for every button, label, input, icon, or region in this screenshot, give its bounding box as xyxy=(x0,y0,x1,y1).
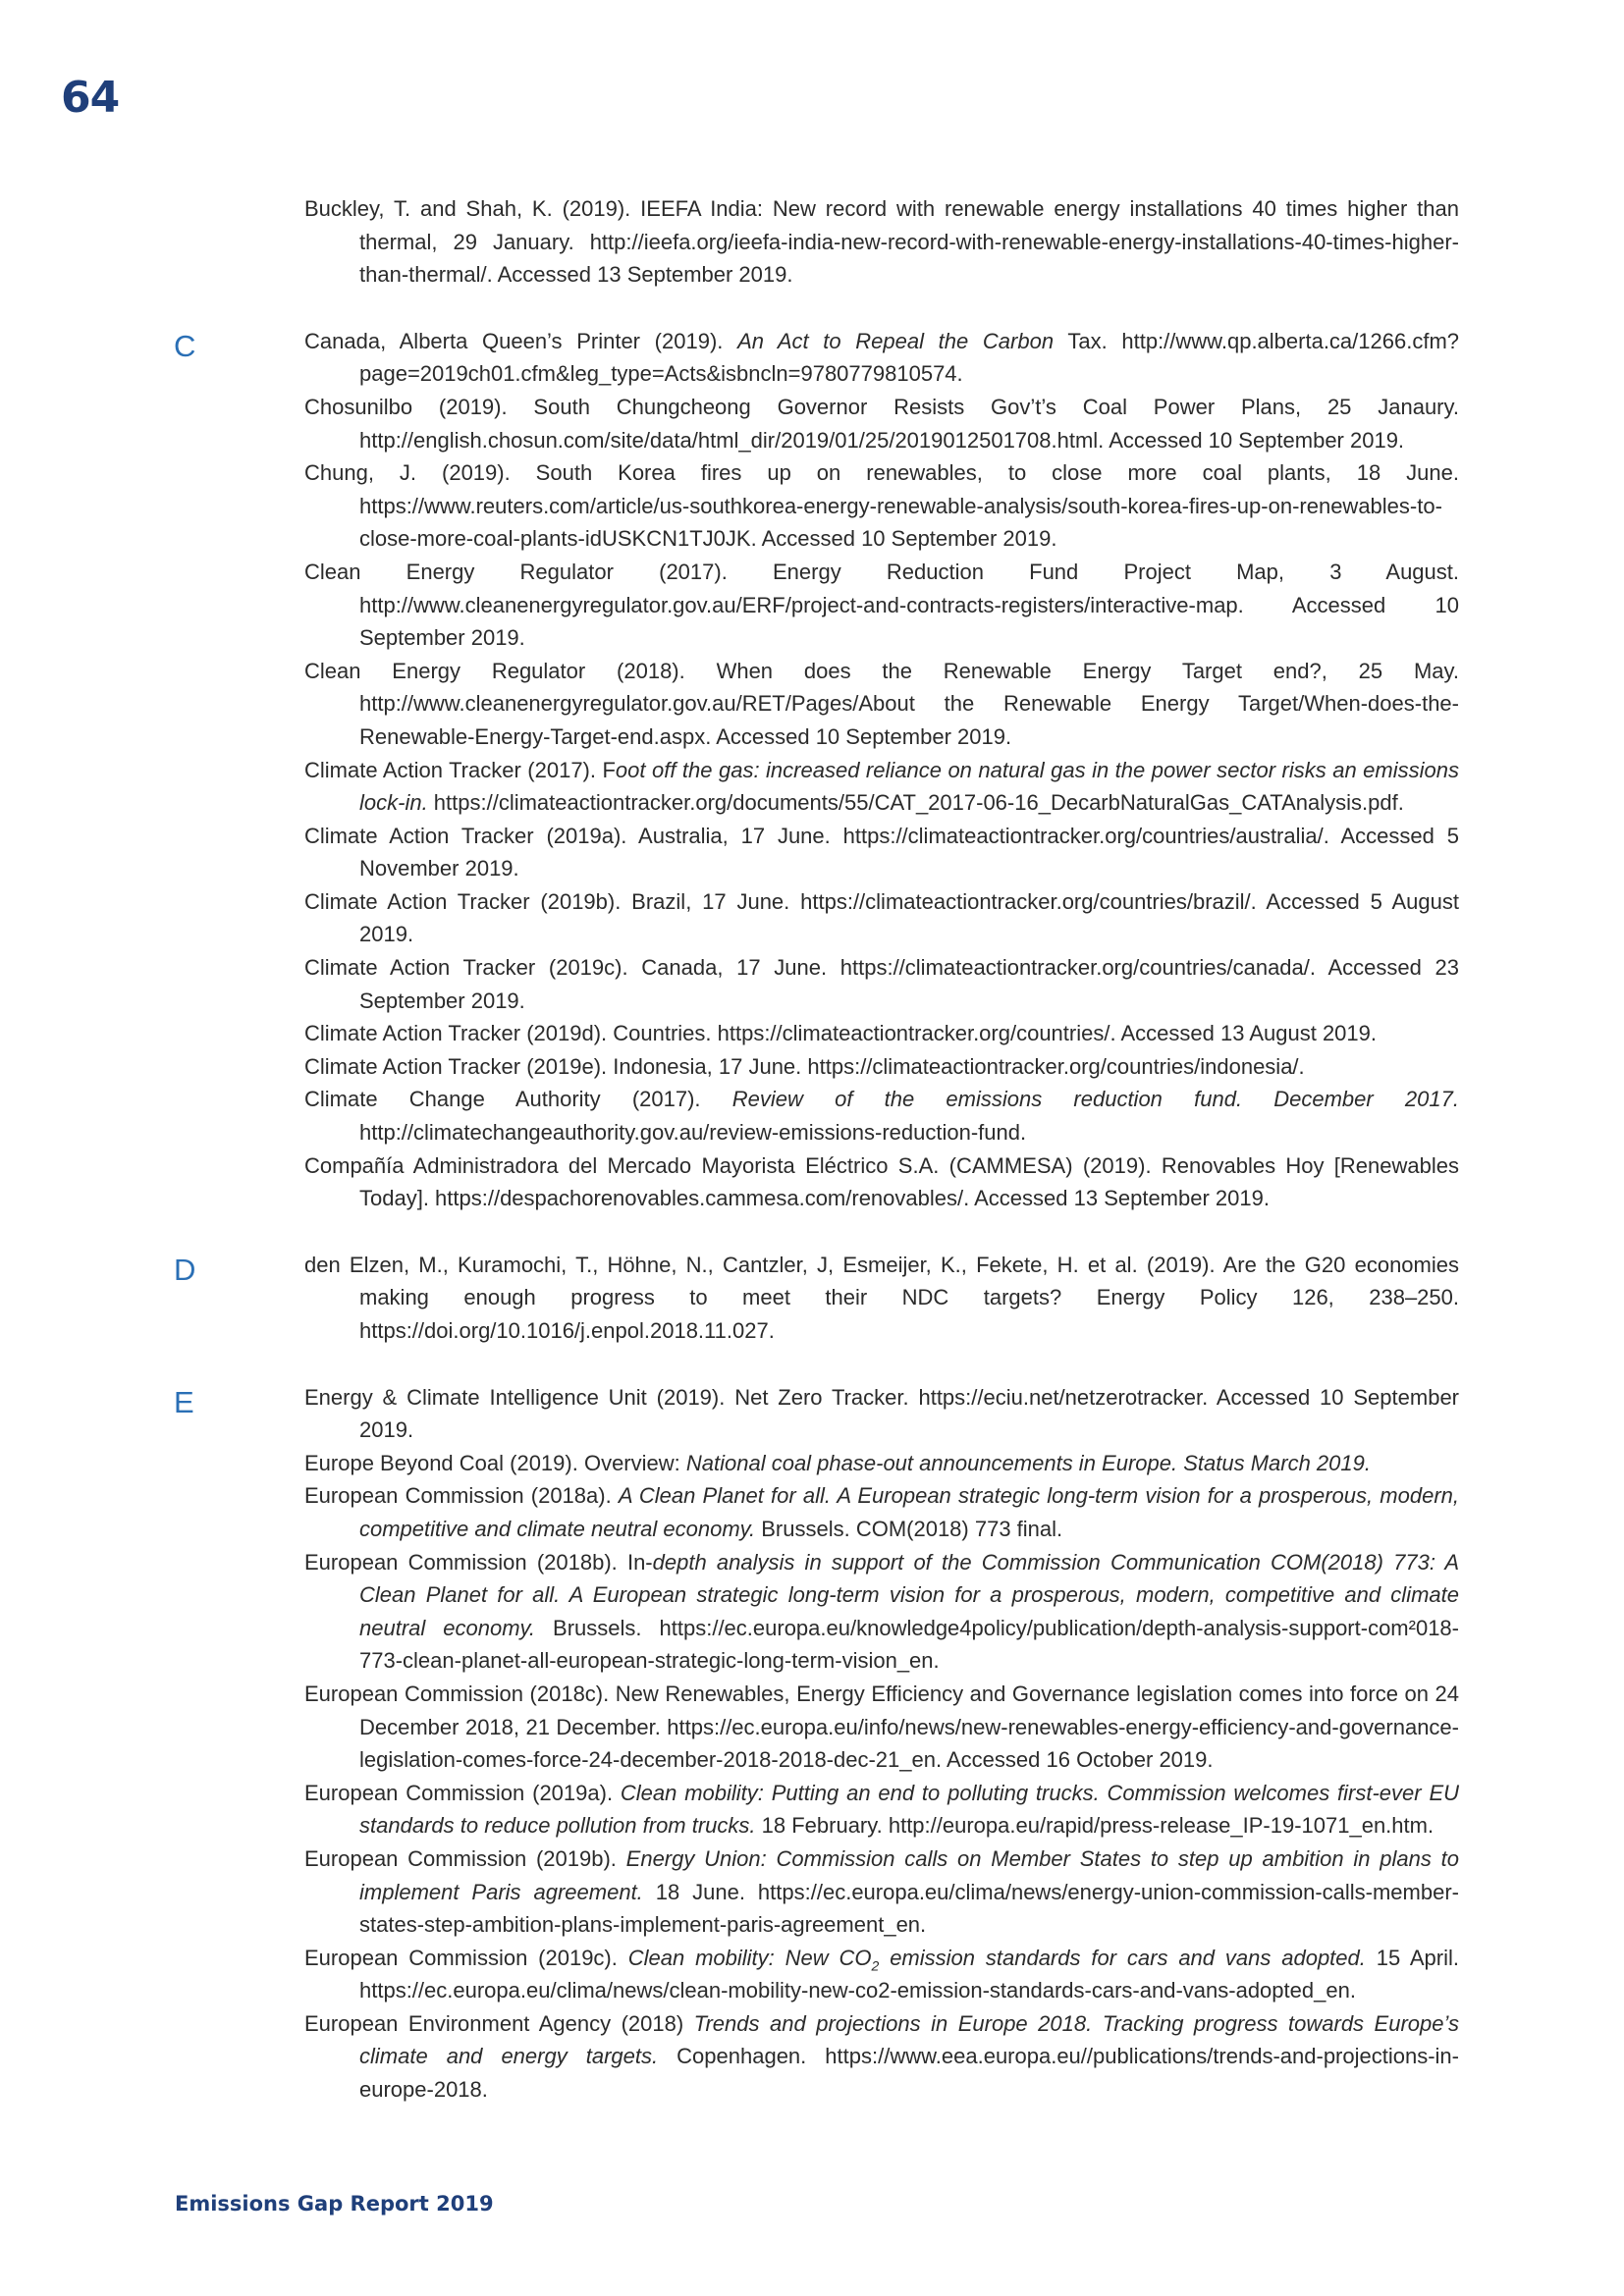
reference-entry: Climate Change Authority (2017). Review of the emissions reduction fund. December 2017. http://climatechangeauthority.gov.au/review-emissions-reduction-fund. xyxy=(304,1087,1459,1146)
section-letter: E xyxy=(174,1384,194,1419)
reference-entry: European Commission (2019c). Clean mobility: New $CO_2$ emission standards for cars and vans adopted. 15 April. https://ec.europa.eu/clima/news/clean-mobility-new-co2-emission-standards-cars-and-vans-adopted_en. xyxy=(304,1945,1459,2003)
reference-entry: Canada, Alberta Queen’s Printer (2019). An Act to Repeal the Carbon Tax. http://www.qp.alberta.ca/1266.cfm?page=2019ch01.cfm&leg_type=Acts&isbncln=9780779810574. xyxy=(304,328,1460,387)
reference-entry: Climate Action Tracker (2019d). Countries. https://climateactiontracker.org/countries/. Accessed 13 August 2019. xyxy=(304,1021,1377,1046)
reference-entry: Compañía Administradora del Mercado Mayorista Eléctrico S.A. (CAMMESA) (2019). Renovables Hoy [Renewables Today]. https://despachorenovables.cammesa.com/renovables/. Accessed 13 September 2019. xyxy=(304,1152,1459,1211)
reference-entry: Energy & Climate Intelligence Unit (2019). Net Zero Tracker. https://eciu.net/netzerotracker. Accessed 10 September 2019. xyxy=(304,1384,1459,1443)
reference-list xyxy=(174,192,1460,2140)
reference-section-e xyxy=(174,1381,1460,2107)
reference-entry: Climate Action Tracker (2019e). Indonesia, 17 June. https://climateactiontracker.org/countries/indonesia/. xyxy=(304,1053,1305,1079)
page-number: 64 xyxy=(61,73,120,123)
reference-entry: Europe Beyond Coal (2019). Overview: National coal phase-out announcements in Europe. Status March 2019. xyxy=(304,1450,1371,1475)
section-letter: D xyxy=(174,1252,196,1287)
reference-entry: European Commission (2019b). Energy Union: Commission calls on Member States to step up ambition in plans to implement Paris agreement. 18 June. https://ec.europa.eu/clima/news/energy-union-commission-calls-member-states-step-ambition-plans-implement-paris-agreement_en. xyxy=(304,1845,1459,1938)
reference-entry: Climate Action Tracker (2017). Foot off the gas: increased reliance on natural gas in the power sector risks an emissions lock-in. https://climateactiontracker.org/documents/55/CAT_2017-06-16_DecarbNaturalGas_CATAnalysis.pdf. xyxy=(304,757,1459,816)
reference-entry: European Commission (2018b). In-depth analysis in support of the Commission Communication COM(2018) 773: A Clean Planet for all. A European strategic long-term vision for a prosperous, modern, competitive and climate neutral economy. Brussels. https://ec.europa.eu/knowledge4policy/publication/depth-analysis-support-com²018-773-clean-planet-all-european-strategic-long-term-vision_en. xyxy=(304,1549,1459,1674)
section-letter: C xyxy=(174,328,196,363)
footer-title: Emissions Gap Report 2019 xyxy=(175,2192,494,2216)
reference-entry: den Elzen, M., Kuramochi, T., Höhne, N., Cantzler, J, Esmeijer, K., Fekete, H. et al. (2019). Are the G20 economies making enough progress to meet their NDC targets? Energy Policy 126, 238–250. https://doi.org/10.1016/j.enpol.2018.11.027. xyxy=(304,1252,1459,1343)
reference-entry: Climate Action Tracker (2019a). Australia, 17 June. https://climateactiontracker.org/countries/australia/. Accessed 5 November 2019. xyxy=(304,823,1459,881)
reference-entry: Climate Action Tracker (2019c). Canada, 17 June. https://climateactiontracker.org/countries/canada/. Accessed 23 September 2019. xyxy=(304,955,1459,1013)
reference-entry: Chung, J. (2019). South Korea fires up on renewables, to close more coal plants, 18 June. https://www.reuters.com/article/us-southkorea-energy-renewable-analysis/south-korea-fires-up-on-renewables-to-close-more-coal-plants-idUSKCN1TJ0JK. Accessed 10 September 2019. xyxy=(304,460,1459,552)
reference-section xyxy=(304,192,1459,292)
reference-section-d xyxy=(174,1249,1459,1348)
reference-entry: European Environment Agency (2018) Trends and projections in Europe 2018. Tracking progress towards Europe’s climate and energy targets. Copenhagen. https://www.eea.europa.eu//publications/trends-and-projections-in-europe-2018. xyxy=(304,2010,1459,2103)
reference-entry: Clean Energy Regulator (2017). Energy Reduction Fund Project Map, 3 August. http://www.cleanenergyregulator.gov.au/ERF/project-and-contracts-registers/interactive-map. Accessed 10 September 2019. xyxy=(304,559,1459,651)
reference-entry: Buckley, T. and Shah, K. (2019). IEEFA India: New record with renewable energy installations 40 times higher than thermal, 29 January. http://ieefa.org/ieefa-india-new-record-with-renewable-energy-installations-40-times-higher-than-thermal/. Accessed 13 September 2019. xyxy=(304,196,1459,288)
reference-entry: Climate Action Tracker (2019b). Brazil, 17 June. https://climateactiontracker.org/countries/brazil/. Accessed 5 August 2019. xyxy=(304,888,1459,947)
reference-section-c xyxy=(174,325,1460,1215)
reference-entry: Clean Energy Regulator (2018). When does the Renewable Energy Target end?, 25 May. http://www.cleanenergyregulator.gov.au/RET/Pages/About the Renewable Energy Target/When-does-the-Renewable-Energy-Target-end.aspx. Accessed 10 September 2019. xyxy=(304,658,1459,749)
reference-entry: European Commission (2019a). Clean mobility: Putting an end to polluting trucks. Commission welcomes first-ever EU standards to reduce pollution from trucks. 18 February. http://europa.eu/rapid/press-release_IP-19-1071_en.htm. xyxy=(304,1780,1460,1839)
reference-entry: European Commission (2018c). New Renewables, Energy Efficiency and Governance legislation comes into force on 24 December 2018, 21 December. https://ec.europa.eu/info/news/new-renewables-energy-efficiency-and-governance-legislation-comes-force-24-december-2018-2018-dec-21_en. Accessed 16 October 2019. xyxy=(304,1681,1459,1773)
reference-entry: European Commission (2018a). A Clean Planet for all. A European strategic long-term vision for a prosperous, modern, competitive and climate neutral economy. Brussels. COM(2018) 773 final. xyxy=(304,1483,1459,1541)
reference-entry: Chosunilbo (2019). South Chungcheong Governor Resists Gov’t’s Coal Power Plans, 25 Janaury. http://english.chosun.com/site/data/html_dir/2019/01/25/2019012501708.html. Accessed 10 September 2019. xyxy=(304,394,1459,453)
